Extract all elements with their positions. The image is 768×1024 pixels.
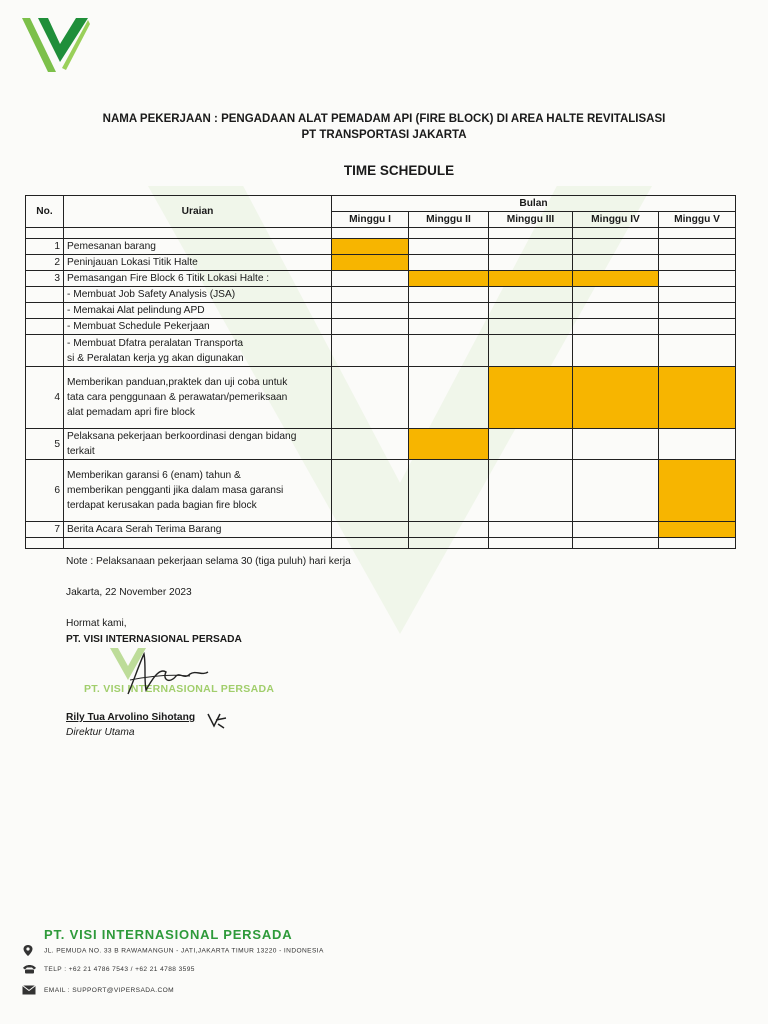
row-description [64,271,332,287]
scheduled-week-cell [332,239,409,255]
row-number: 1 [26,239,64,255]
week-cell [659,271,736,287]
client-name: PT TRANSPORTASI JAKARTA [301,129,467,141]
header-week: Minggu III [489,212,573,228]
week-cell [332,522,409,538]
row-description [64,367,332,429]
description-line: terkait [67,446,95,457]
week-cell [489,335,573,367]
empty-cell [409,228,489,239]
description-line: Memberikan panduan,praktek dan uji coba untuk [67,377,288,388]
week-cell [573,335,659,367]
schedule-row [26,255,736,271]
description-line: alat pemadam apri fire block [67,407,195,418]
week-cell [573,460,659,522]
week-cell [332,460,409,522]
header-week: Minggu IV [573,212,659,228]
closing-greeting: Hormat kami, [66,618,127,629]
description-line: si & Peralatan kerja yg akan digunakan [67,352,244,364]
schedule-row [26,367,736,429]
description-line: Pemasangan Fire Block 6 Titik Lokasi Halte : [67,273,270,284]
description-line: - Memakai Alat pelindung APD [67,305,205,316]
header-bulan: Bulan [332,196,736,212]
stamp-text: PT. VISI INTERNASIONAL PERSADA [84,683,275,695]
empty-cell [409,538,489,549]
scheduled-week-cell [332,255,409,271]
footer-address-text: JL. PEMUDA NO. 33 B RAWAMANGUN - JATI,JAKARTA TIMUR 13220 - INDONESIA [44,947,324,955]
description-line: - Membuat Job Safety Analysis (JSA) [67,289,236,300]
row-number: 6 [26,460,64,522]
footer-address [22,944,324,957]
week-cell [573,429,659,460]
row-number [26,335,64,367]
schedule-row [26,239,736,255]
schedule-row [26,460,736,522]
empty-cell [332,228,409,239]
week-cell [489,303,573,319]
empty-cell [489,538,573,549]
row-description [64,335,332,367]
header-uraian: Uraian [64,196,332,228]
week-cell [332,319,409,335]
scheduled-week-cell [489,367,573,429]
header-week: Minggu I [332,212,409,228]
row-number [26,287,64,303]
scheduled-week-cell [409,429,489,460]
schedule-row [26,335,736,367]
description-line: Berita Acara Serah Terima Barang [67,524,222,535]
empty-cell [659,228,736,239]
description-line: terdapat kerusakan pada bagian fire block [67,500,257,511]
empty-cell [26,538,64,549]
description-line: Pemesanan barang [67,241,156,252]
schedule-title: TIME SCHEDULE [343,163,455,178]
scheduled-week-cell [659,460,736,522]
description-line: Pelaksana pekerjaan berkoordinasi dengan bidang [67,431,297,442]
signing-company: PT. VISI INTERNASIONAL PERSADA [66,634,242,645]
row-description [64,303,332,319]
empty-cell [573,228,659,239]
row-description [64,287,332,303]
week-cell [409,522,489,538]
empty-cell [64,538,332,549]
note: Note : Pelaksanaan pekerjaan selama 30 (tiga puluh) hari kerja [66,556,351,567]
scheduled-week-cell [573,271,659,287]
week-cell [489,522,573,538]
week-cell [489,287,573,303]
footer-phone-text: TELP : +62 21 4786 7543 / +62 21 4788 3595 [44,965,195,973]
week-cell [573,255,659,271]
row-description [64,239,332,255]
empty-cell [659,538,736,549]
empty-cell [489,228,573,239]
row-number: 7 [26,522,64,538]
empty-cell [332,538,409,549]
week-cell [573,319,659,335]
week-cell [573,522,659,538]
scheduled-week-cell [659,367,736,429]
header-week: Minggu V [659,212,736,228]
week-cell [409,460,489,522]
schedule-row [26,522,736,538]
header-no: No. [26,196,64,228]
footer-phone [22,964,195,974]
location-pin-icon [22,944,38,957]
schedule-row [26,303,736,319]
week-cell [489,255,573,271]
empty-cell [64,228,332,239]
week-cell [489,319,573,335]
footer-email [22,985,174,995]
week-cell [409,303,489,319]
week-cell [659,319,736,335]
place-date: Jakarta, 22 November 2023 [66,587,192,598]
week-cell [573,287,659,303]
initials-mark [206,710,228,730]
week-cell [409,367,489,429]
scheduled-week-cell [659,522,736,538]
week-cell [409,255,489,271]
row-description [64,522,332,538]
schedule-row [26,319,736,335]
week-cell [332,335,409,367]
week-cell [489,239,573,255]
job-title: NAMA PEKERJAAN : PENGADAAN ALAT PEMADAM API (FIRE BLOCK) DI AREA HALTE REVITALISASI [102,113,666,125]
schedule-row [26,429,736,460]
row-number: 5 [26,429,64,460]
spacer-row [26,228,736,239]
telephone-icon [22,964,38,974]
footer-email-text: EMAIL : SUPPORT@VIPERSADA.COM [44,986,175,994]
week-cell [409,287,489,303]
time-schedule-table [25,195,736,549]
row-description [64,319,332,335]
week-cell [659,255,736,271]
row-description [64,460,332,522]
description-line: - Membuat Dfatra peralatan Transporta [67,337,244,349]
scheduled-week-cell [573,367,659,429]
envelope-icon [22,985,38,995]
week-cell [332,367,409,429]
description-line: Memberikan garansi 6 (enam) tahun & [67,470,241,481]
row-number [26,303,64,319]
row-number [26,319,64,335]
week-cell [659,335,736,367]
description-line: - Membuat Schedule Pekerjaan [67,321,210,332]
week-cell [332,287,409,303]
week-cell [332,303,409,319]
description-line: tata cara penggunaan & perawatan/pemeriksaan [67,392,288,403]
header-week: Minggu II [409,212,489,228]
week-cell [573,239,659,255]
empty-cell [573,538,659,549]
empty-cell [26,228,64,239]
spacer-row [26,538,736,549]
week-cell [489,429,573,460]
scheduled-week-cell [489,271,573,287]
company-logo [18,14,92,76]
week-cell [659,287,736,303]
signer-title: Direktur Utama [66,727,135,738]
schedule-row [26,287,736,303]
footer-company-name: PT. VISI INTERNASIONAL PERSADA [44,927,293,942]
week-cell [489,460,573,522]
week-cell [332,429,409,460]
week-cell [659,239,736,255]
week-cell [659,303,736,319]
row-number: 3 [26,271,64,287]
row-number: 4 [26,367,64,429]
week-cell [409,335,489,367]
scheduled-week-cell [409,271,489,287]
row-description [64,429,332,460]
signature [110,650,220,700]
week-cell [659,429,736,460]
description-line: Peninjauan Lokasi Titik Halte [67,257,198,268]
schedule-row [26,271,736,287]
week-cell [573,303,659,319]
signer-name: Rily Tua Arvolino Sihotang [66,712,196,723]
week-cell [409,319,489,335]
week-cell [332,271,409,287]
week-cell [409,239,489,255]
description-line: memberikan pengganti jika dalam masa garansi [67,485,284,496]
row-number: 2 [26,255,64,271]
row-description [64,255,332,271]
